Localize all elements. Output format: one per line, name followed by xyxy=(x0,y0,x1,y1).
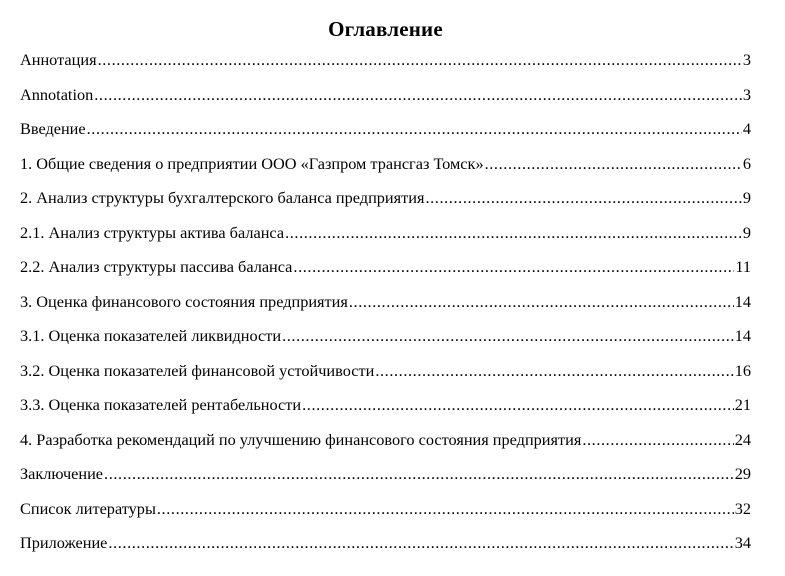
toc-entry-page-number: 34 xyxy=(734,533,751,552)
toc-entry-section-3-2[interactable] xyxy=(20,356,751,391)
dot-leader xyxy=(375,356,733,386)
toc-entry-page-number: 3 xyxy=(742,50,751,69)
dot-leader xyxy=(285,218,742,248)
toc-entry-label: 2. Анализ структуры бухгалтерского баланса предприятия xyxy=(20,188,425,207)
toc-entry-annotation-ru[interactable] xyxy=(20,45,751,80)
toc-entry-page-number: 24 xyxy=(734,429,751,449)
toc-entry-page-number: 6 xyxy=(742,153,751,173)
toc-entry-label: 3.3. Оценка показателей рентабельности xyxy=(20,395,302,414)
dot-leader xyxy=(425,183,741,213)
toc-entry-conclusion[interactable] xyxy=(20,459,751,494)
toc-entry-label: Список литературы xyxy=(20,498,156,518)
toc-entry-label: 1. Общие сведения о предприятии ООО «Газпром трансгаз Томск» xyxy=(20,153,484,173)
toc-entry-label: 3. Оценка финансового состояния предприятия xyxy=(20,291,348,311)
toc-entry-section-1[interactable] xyxy=(20,149,751,184)
toc-entry-page-number: 16 xyxy=(734,360,751,380)
dot-leader xyxy=(282,321,734,351)
toc-entry-section-2[interactable] xyxy=(20,183,751,218)
dot-leader xyxy=(157,494,734,524)
toc-entry-label: Заключение xyxy=(20,464,104,483)
dot-leader xyxy=(87,114,742,144)
toc-entry-references[interactable] xyxy=(20,494,751,529)
toc-entry-label: Аннотация xyxy=(20,50,97,69)
toc-entry-section-3-1[interactable] xyxy=(20,321,751,356)
toc-entry-label: Введение xyxy=(20,119,86,138)
toc-entry-label: 4. Разработка рекомендаций по улучшению финансового состояния предприятия xyxy=(20,429,582,449)
toc-entry-label: Приложение xyxy=(20,533,108,552)
toc-entry-page-number: 9 xyxy=(742,188,751,207)
toc-entry-label: 3.2. Оценка показателей финансовой устойчивости xyxy=(20,360,375,380)
toc-entry-annotation-en[interactable] xyxy=(20,80,751,115)
toc-entry-page-number: 9 xyxy=(742,222,751,242)
toc-entry-label: 2.2. Анализ структуры пассива баланса xyxy=(20,257,293,276)
toc-entry-page-number: 21 xyxy=(734,395,751,414)
dot-leader xyxy=(302,390,734,420)
dot-leader xyxy=(582,425,733,455)
toc-entry-page-number: 3 xyxy=(742,84,751,104)
toc-title: Оглавление xyxy=(328,17,443,41)
toc-entry-page-number: 11 xyxy=(735,257,751,276)
dot-leader xyxy=(349,287,734,317)
toc-list xyxy=(20,45,751,563)
toc-entry-page-number: 29 xyxy=(734,464,751,483)
toc-entry-label: 3.1. Оценка показателей ликвидности xyxy=(20,326,282,345)
toc-entry-section-4[interactable] xyxy=(20,425,751,460)
toc-entry-section-3[interactable] xyxy=(20,287,751,322)
dot-leader xyxy=(94,80,742,110)
toc-entry-page-number: 14 xyxy=(734,291,751,311)
toc-entry-page-number: 14 xyxy=(734,326,751,345)
toc-entry-section-3-3[interactable] xyxy=(20,390,751,425)
dot-leader xyxy=(108,528,733,558)
toc-entry-section-2-2[interactable] xyxy=(20,252,751,287)
toc-entry-page-number: 32 xyxy=(734,498,751,518)
toc-entry-section-2-1[interactable] xyxy=(20,218,751,253)
toc-entry-page-number: 4 xyxy=(742,119,751,138)
dot-leader xyxy=(98,45,742,75)
dot-leader xyxy=(485,149,742,179)
toc-entry-appendix[interactable] xyxy=(20,528,751,563)
dot-leader xyxy=(293,252,734,282)
toc-entry-introduction[interactable] xyxy=(20,114,751,149)
toc-entry-label: Annotation xyxy=(20,84,94,104)
dot-leader xyxy=(104,459,734,489)
toc-entry-label: 2.1. Анализ структуры актива баланса xyxy=(20,222,285,242)
